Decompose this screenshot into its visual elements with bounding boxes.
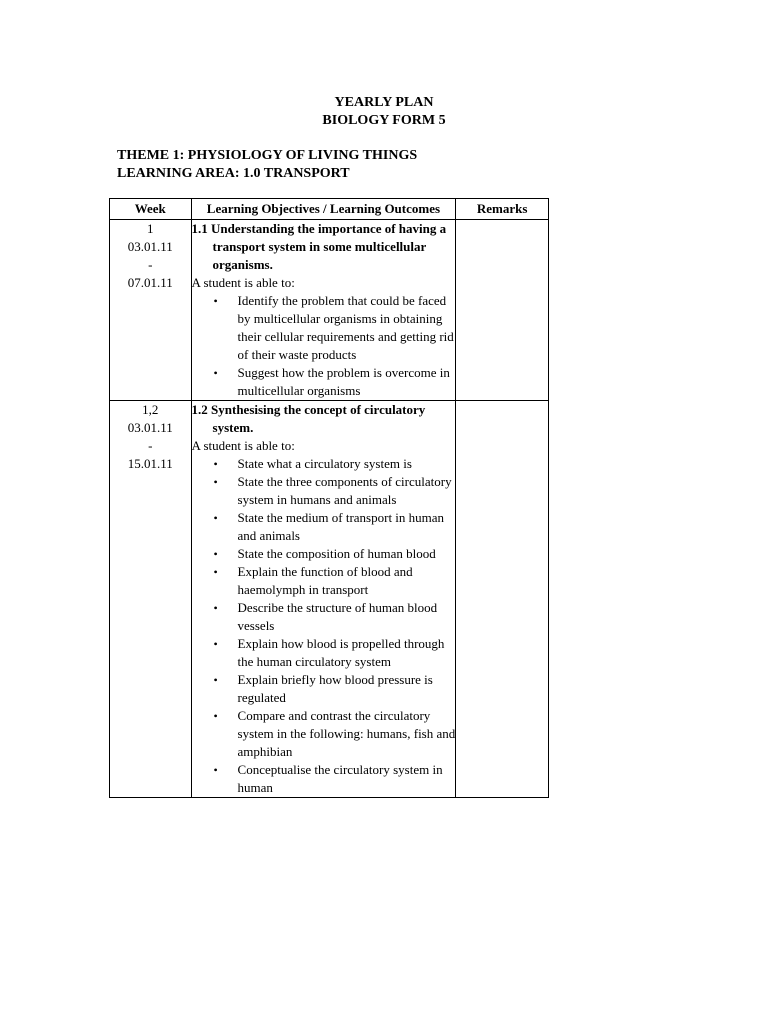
list-item: [192, 509, 456, 545]
yearly-plan-table: [109, 198, 549, 798]
list-item: [192, 455, 456, 473]
objective-heading: 1.2 Synthesising the concept of circulatory system.: [191, 402, 426, 435]
list-item: [192, 707, 456, 761]
table-row: [110, 401, 549, 798]
bullet-icon: •: [213, 673, 218, 687]
week-date-separator: -: [148, 438, 153, 453]
week-date-start: 03.01.11: [127, 420, 173, 435]
remarks-cell: [456, 220, 549, 401]
bullet-icon: •: [213, 601, 218, 615]
learning-area-heading: LEARNING AREA: 1.0 TRANSPORT: [117, 166, 350, 181]
outcome-text: Identify the problem that could be faced by multicellular organisms in obtaining their cellular requirements and getting rid of their waste products: [237, 293, 454, 362]
outcome-text: State the medium of transport in human and animals: [237, 510, 445, 543]
outcome-text: Compare and contrast the circulatory system in the following: humans, fish and amphibian: [237, 708, 456, 759]
outcome-text: Suggest how the problem is overcome in multicellular organisms: [237, 365, 450, 398]
bullet-icon: •: [213, 709, 218, 723]
theme-heading: THEME 1: PHYSIOLOGY OF LIVING THINGS: [117, 148, 418, 163]
outcome-text: Explain how blood is propelled through the human circulatory system: [237, 636, 445, 669]
bullet-icon: •: [213, 547, 218, 561]
table-row: [110, 220, 549, 401]
objectives-cell: [191, 401, 456, 798]
document-title: [0, 94, 768, 130]
outcome-text: Explain the function of blood and haemolymph in transport: [237, 564, 413, 597]
week-date-separator: -: [148, 257, 153, 272]
outcome-text: Conceptualise the circulatory system in human: [237, 762, 443, 795]
bullet-icon: •: [213, 511, 218, 525]
bullet-icon: •: [213, 565, 218, 579]
remarks-cell: [456, 401, 549, 798]
week-number: 1: [147, 221, 154, 236]
header-week: Week: [110, 199, 192, 220]
bullet-icon: •: [213, 294, 218, 308]
list-item: [192, 761, 456, 797]
list-item: [192, 545, 456, 563]
table-header-row: [110, 199, 549, 220]
objective-intro: A student is able to:: [191, 438, 295, 453]
week-cell: [110, 401, 192, 798]
list-item: [192, 364, 456, 400]
outcome-list: [192, 292, 456, 400]
outcome-text: State the composition of human blood: [237, 546, 436, 561]
bullet-icon: •: [213, 475, 218, 489]
bullet-icon: •: [213, 637, 218, 651]
objective-heading: 1.1 Understanding the importance of having a transport system in some multicellular organisms.: [191, 221, 447, 272]
title-yearly-plan: YEARLY PLAN: [334, 95, 434, 110]
theme-info: [117, 147, 417, 183]
outcome-text: Explain briefly how blood pressure is regulated: [237, 672, 433, 705]
outcome-text: State what a circulatory system is: [237, 456, 412, 471]
outcome-text: Describe the structure of human blood vessels: [237, 600, 438, 633]
week-cell: [110, 220, 192, 401]
list-item: [192, 473, 456, 509]
header-objectives: Learning Objectives / Learning Outcomes: [191, 199, 456, 220]
header-remarks: Remarks: [456, 199, 549, 220]
outcome-text: State the three components of circulatory system in humans and animals: [237, 474, 452, 507]
list-item: [192, 292, 456, 364]
bullet-icon: •: [213, 763, 218, 777]
list-item: [192, 563, 456, 599]
objectives-cell: [191, 220, 456, 401]
outcome-list: [192, 455, 456, 797]
week-date-end: 15.01.11: [127, 456, 173, 471]
list-item: [192, 635, 456, 671]
bullet-icon: •: [213, 366, 218, 380]
week-date-end: 07.01.11: [127, 275, 173, 290]
week-date-start: 03.01.11: [127, 239, 173, 254]
title-subject-form: BIOLOGY FORM 5: [322, 113, 446, 128]
bullet-icon: •: [213, 457, 218, 471]
list-item: [192, 671, 456, 707]
list-item: [192, 599, 456, 635]
objective-intro: A student is able to:: [191, 275, 295, 290]
week-number: 1,2: [142, 402, 159, 417]
